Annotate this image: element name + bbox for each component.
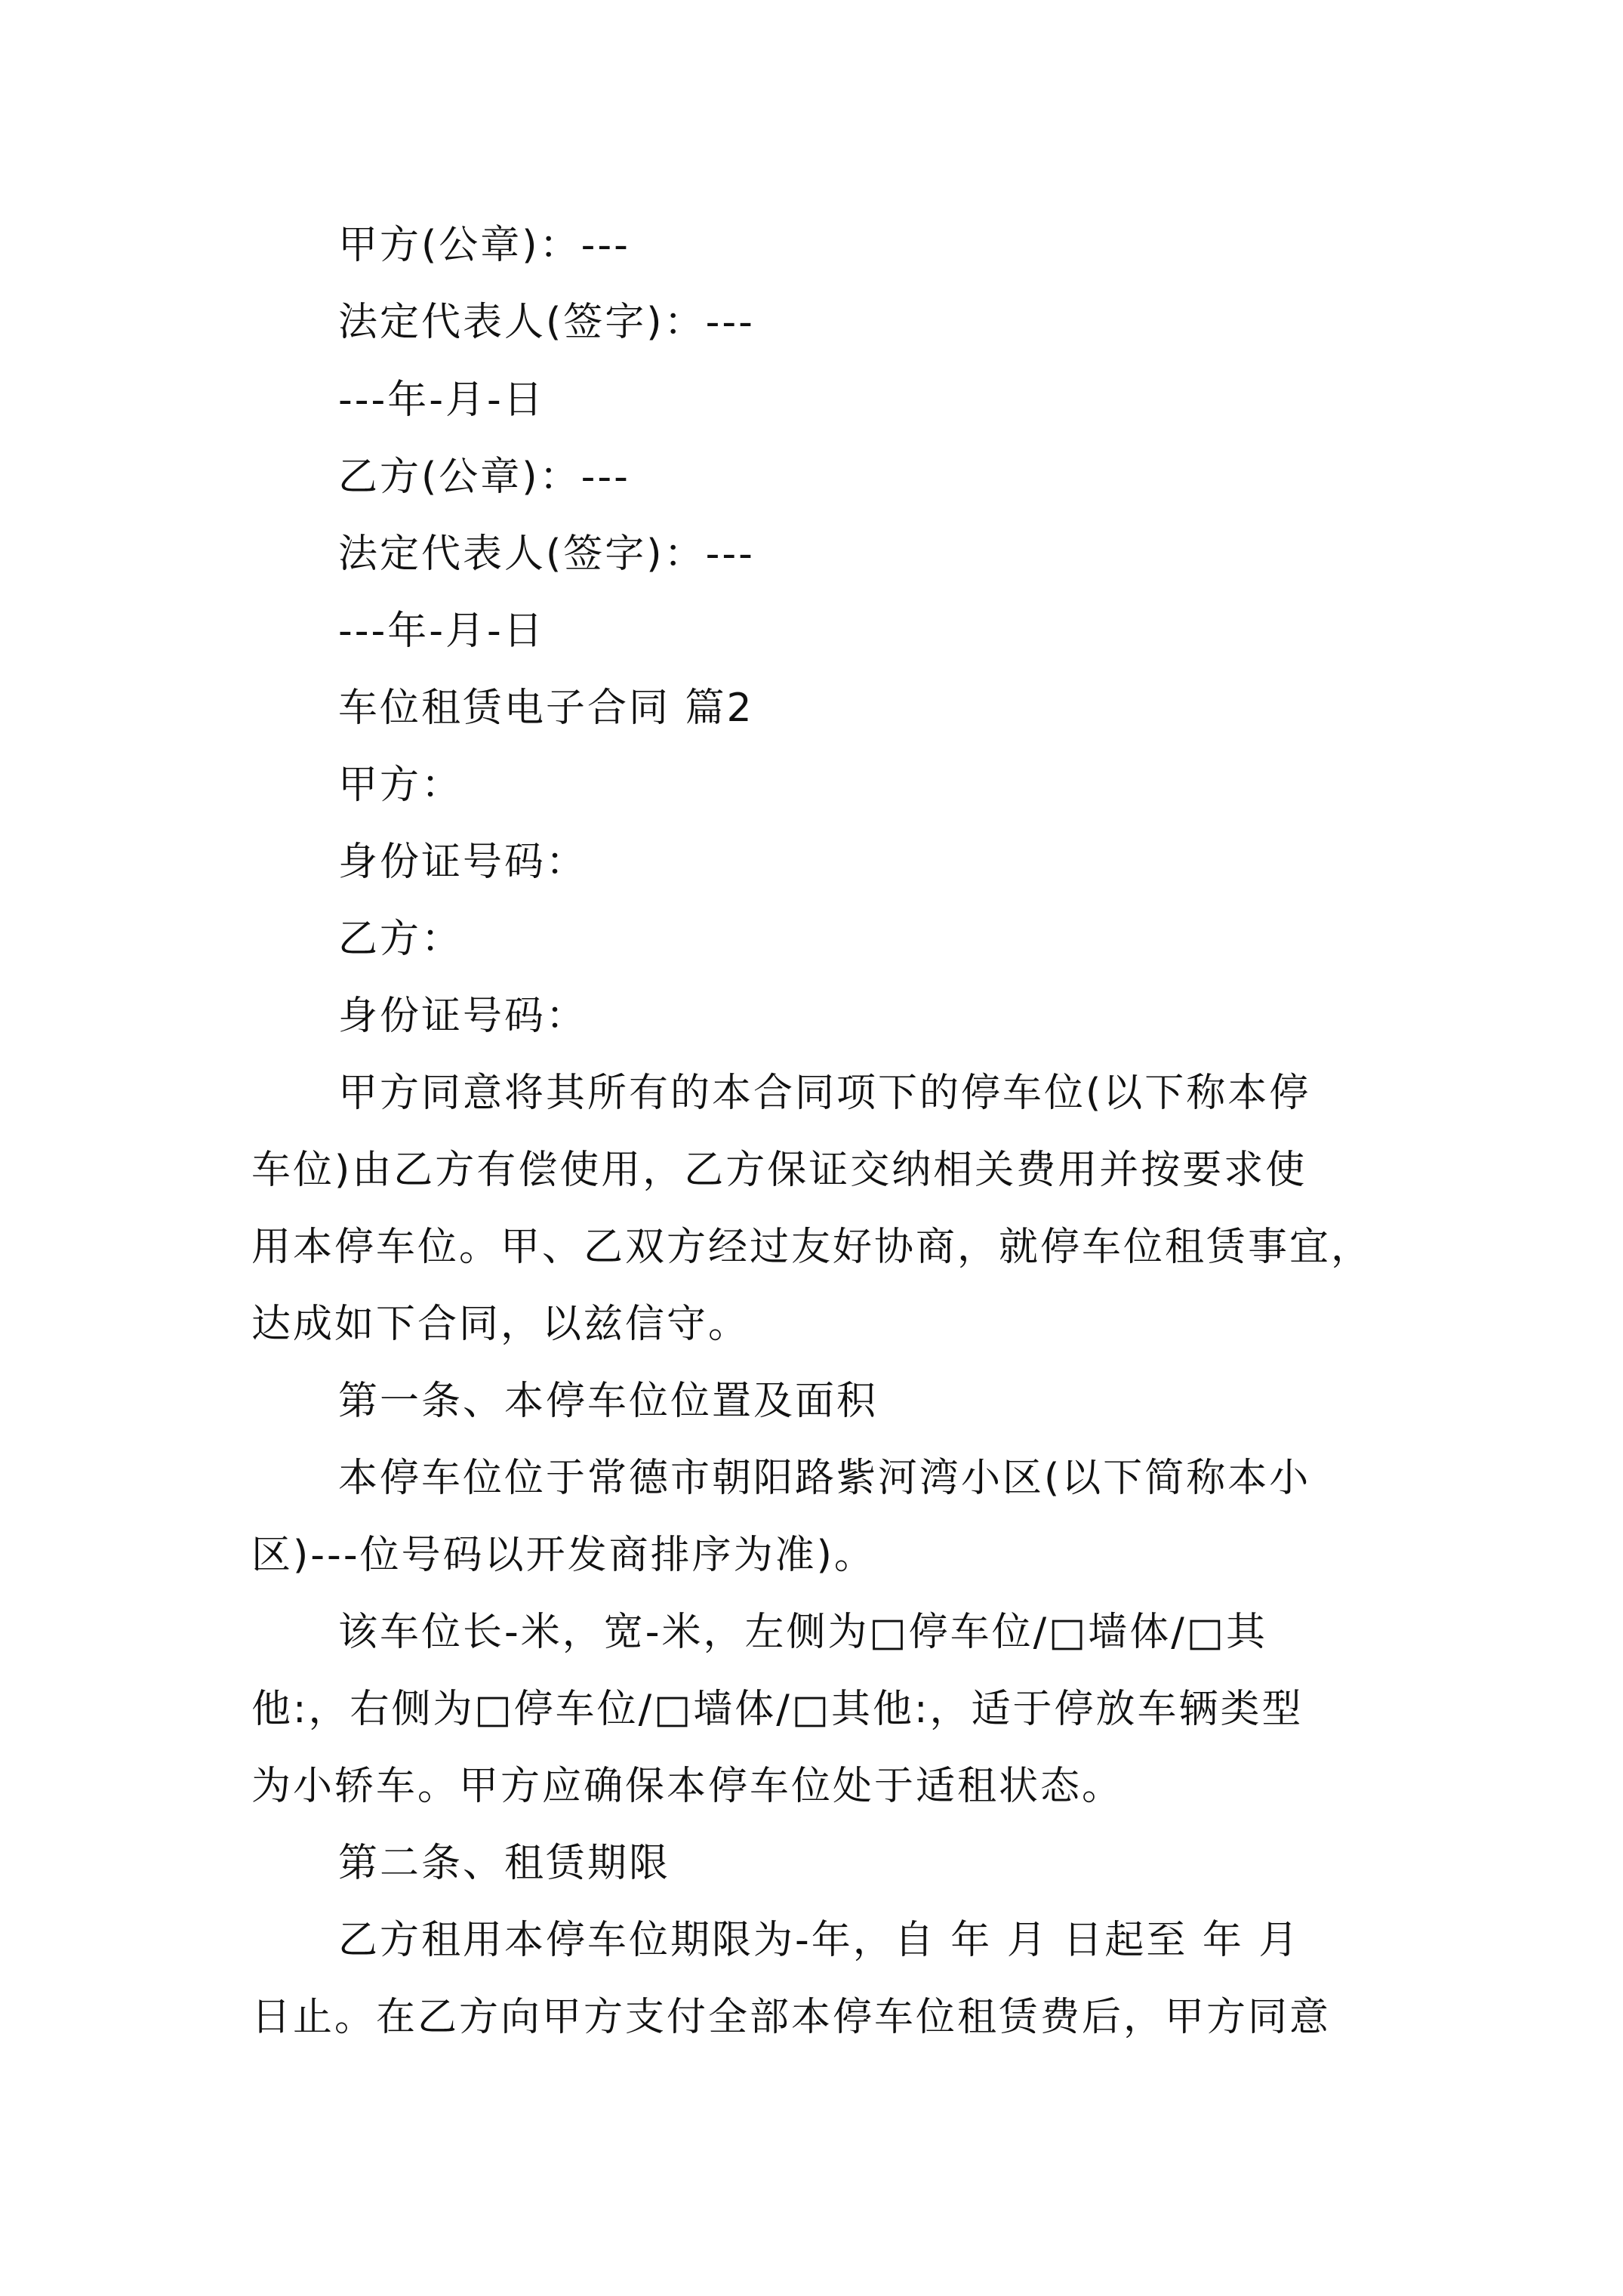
contract-section-title: 车位租赁电子合同 篇2	[338, 686, 754, 731]
article-2-term-line-2: 日止。在乙方向甲方支付全部本停车位租赁费后，甲方同意	[251, 1995, 1332, 2040]
paragraph-intro-line-3: 用本停车位。甲、乙双方经过友好协商，就停车位租赁事宜，	[251, 1225, 1373, 1270]
article-1-size-line-2: 他:，右侧为□停车位/□墙体/□其他:，适于停放车辆类型	[251, 1687, 1304, 1732]
party-b-rep-signature-line: 法定代表人(签字)：---	[338, 532, 755, 577]
party-b-date-line: ---年-月-日	[338, 609, 545, 654]
article-1-size-line-3: 为小轿车。甲方应确保本停车位处于适租状态。	[251, 1764, 1124, 1809]
party-b-label: 乙方：	[338, 917, 463, 962]
party-a-label: 甲方：	[338, 763, 463, 808]
paragraph-intro-line-2: 车位)由乙方有偿使用，乙方保证交纳相关费用并按要求使	[251, 1148, 1307, 1193]
party-b-id-label: 身份证号码：	[338, 994, 588, 1039]
article-2-heading: 第二条、租赁期限	[338, 1841, 671, 1886]
article-1-size-line-1: 该车位长-米，宽-米，左侧为□停车位/□墙体/□其	[338, 1610, 1267, 1655]
party-a-rep-signature-line: 法定代表人(签字)：---	[338, 300, 755, 345]
article-1-location-line-2: 区)---位号码以开发商排序为准)。	[251, 1533, 876, 1578]
paragraph-intro-line-1: 甲方同意将其所有的本合同项下的停车位(以下称本停	[338, 1071, 1311, 1116]
party-a-date-line: ---年-月-日	[338, 378, 545, 423]
paragraph-intro-line-4: 达成如下合同，以兹信守。	[251, 1302, 750, 1347]
article-1-heading: 第一条、本停车位位置及面积	[338, 1379, 879, 1424]
article-2-term-line-1: 乙方租用本停车位期限为-年，自 年 月 日起至 年 月	[338, 1918, 1301, 1963]
party-a-seal-line: 甲方(公章)：---	[338, 223, 630, 268]
party-a-id-label: 身份证号码：	[338, 840, 588, 885]
article-1-location-line-1: 本停车位位于常德市朝阳路紫河湾小区(以下简称本小	[338, 1456, 1311, 1501]
party-b-seal-line: 乙方(公章)：---	[338, 455, 630, 500]
